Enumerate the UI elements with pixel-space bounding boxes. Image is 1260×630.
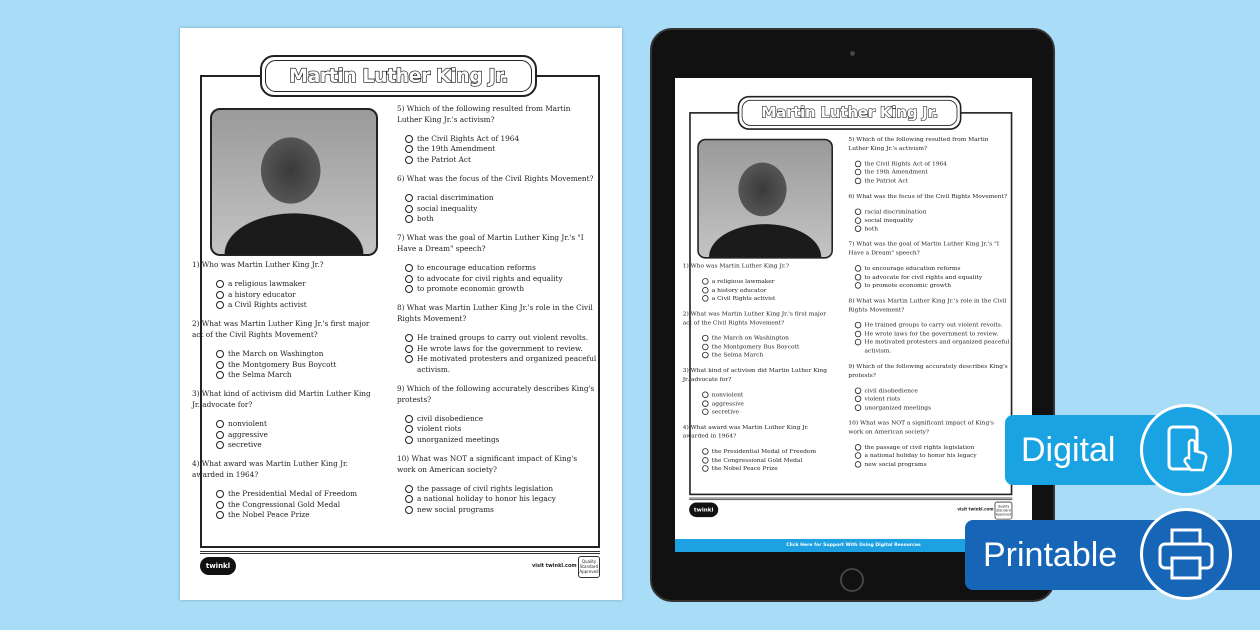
question — [848, 136, 1010, 186]
radio-button[interactable] — [855, 274, 861, 280]
radio-button[interactable] — [702, 295, 708, 301]
radio-button[interactable] — [405, 275, 413, 283]
option-label: He wrote laws for the government to review. — [417, 343, 583, 353]
answer-option[interactable] — [405, 214, 597, 225]
answer-option[interactable] — [405, 263, 597, 274]
answer-option[interactable] — [405, 193, 597, 204]
radio-button[interactable] — [405, 334, 413, 342]
option-label: the passage of civil rights legislation — [417, 483, 554, 493]
question — [683, 367, 828, 417]
option-label: the 19th Amendment — [864, 168, 928, 176]
question — [397, 454, 597, 516]
answer-option[interactable] — [702, 295, 828, 304]
answer-option[interactable] — [702, 351, 828, 360]
question — [397, 303, 597, 376]
answer-option[interactable] — [216, 440, 372, 451]
option-label: the Patriot Act — [864, 177, 909, 185]
option-label: the Civil Rights Act of 1964 — [864, 159, 947, 167]
answer-option[interactable] — [855, 330, 1010, 339]
radio-button[interactable] — [216, 371, 224, 379]
twinkl-logo: twinkl — [689, 502, 718, 517]
question-text: 7) What was the goal of Martin Luther King Jr.'s "I Have a Dream" speech? — [397, 233, 584, 253]
radio-button[interactable] — [855, 322, 861, 328]
answer-option[interactable] — [855, 207, 1010, 216]
option-label: violent riots — [864, 395, 901, 403]
radio-button[interactable] — [855, 169, 861, 175]
option-label: the Presidential Medal of Freedom — [228, 488, 358, 498]
answer-option[interactable] — [855, 225, 1010, 234]
option-label: the Nobel Peace Prize — [711, 464, 778, 472]
footer-divider — [689, 498, 1012, 500]
answer-option[interactable] — [702, 334, 828, 343]
question-text: 2) What was Martin Luther King Jr.'s first major act of the Civil Rights Movement? — [192, 319, 370, 339]
left-question-column — [683, 262, 828, 480]
radio-button[interactable] — [702, 457, 708, 463]
answer-option[interactable] — [405, 144, 597, 155]
question-text: 3) What kind of activism did Martin Luther King Jr. advocate for? — [682, 366, 828, 383]
answer-option[interactable] — [405, 354, 597, 376]
option-label: both — [417, 214, 434, 224]
option-label: a history educator — [711, 285, 767, 294]
answer-option[interactable] — [702, 465, 828, 474]
radio-button[interactable] — [216, 511, 224, 519]
radio-button[interactable] — [216, 431, 224, 439]
question — [192, 389, 372, 451]
radio-button[interactable] — [216, 280, 224, 288]
answer-option[interactable] — [702, 391, 828, 400]
answer-option[interactable] — [702, 456, 828, 465]
answer-option[interactable] — [855, 443, 1010, 452]
question-text: 6) What was the focus of the Civil Rights Movement? — [397, 173, 594, 183]
radio-button[interactable] — [855, 405, 861, 411]
option-label: the Congressional Gold Medal — [711, 455, 803, 464]
footer-divider — [200, 551, 600, 554]
option-label: secretive — [711, 408, 739, 416]
title-box — [260, 55, 537, 97]
radio-button[interactable] — [405, 215, 413, 223]
visit-link[interactable]: visit twinkl.com — [957, 507, 994, 513]
answer-option[interactable] — [405, 494, 597, 505]
option-label: unorganized meetings — [417, 435, 500, 445]
radio-button[interactable] — [405, 264, 413, 272]
radio-button[interactable] — [855, 208, 861, 214]
radio-button[interactable] — [405, 495, 413, 503]
radio-button[interactable] — [855, 453, 861, 459]
portrait-photo — [210, 108, 378, 256]
radio-button[interactable] — [855, 339, 861, 345]
digital-banner: Digital — [1005, 415, 1260, 485]
portrait-photo — [697, 139, 833, 259]
option-label: social inequality — [417, 203, 478, 213]
question-text: 7) What was the goal of Martin Luther King Jr.'s "I Have a Dream" speech? — [848, 240, 1000, 257]
radio-button[interactable] — [405, 345, 413, 353]
option-label: He trained groups to carry out violent revolts. — [417, 332, 589, 342]
right-question-column — [848, 136, 1010, 476]
answer-option[interactable] — [216, 300, 372, 311]
radio-button[interactable] — [405, 194, 413, 202]
question — [683, 262, 828, 303]
option-label: a history educator — [228, 289, 296, 299]
option-label: civil disobedience — [417, 413, 484, 423]
radio-button[interactable] — [702, 409, 708, 415]
option-label: a Civil Rights activist — [228, 300, 307, 310]
option-label: the Congressional Gold Medal — [228, 499, 341, 509]
option-label: the Civil Rights Act of 1964 — [417, 133, 520, 143]
option-label: secretive — [228, 440, 262, 450]
right-question-column — [397, 104, 597, 524]
question-text: 4) What award was Martin Luther King Jr. awarded in 1964? — [192, 459, 348, 479]
answer-option[interactable] — [702, 286, 828, 295]
option-label: the Presidential Medal of Freedom — [711, 447, 817, 455]
tablet-device — [650, 28, 1055, 602]
answer-option[interactable] — [702, 447, 828, 456]
radio-button[interactable] — [855, 265, 861, 271]
question — [848, 362, 1010, 412]
quality-badge: Quality Standard Approved — [578, 556, 600, 578]
option-label: to promote economic growth — [864, 281, 952, 289]
question — [683, 423, 828, 473]
radio-button[interactable] — [855, 396, 861, 402]
radio-button[interactable] — [405, 425, 413, 433]
question — [397, 233, 597, 295]
camera — [850, 51, 855, 56]
answer-option[interactable] — [855, 452, 1010, 461]
radio-button[interactable] — [216, 301, 224, 309]
printable-banner: Printable — [965, 520, 1260, 590]
question — [397, 384, 597, 446]
title-box — [738, 96, 962, 130]
radio-button[interactable] — [855, 226, 861, 232]
option-label: violent riots — [417, 424, 462, 434]
option-label: social inequality — [864, 216, 914, 224]
worksheet — [675, 78, 1030, 537]
radio-button[interactable] — [855, 387, 861, 393]
question-text: 9) Which of the following accurately describes King's protests? — [848, 362, 1008, 379]
answer-option[interactable] — [216, 349, 372, 360]
radio-button[interactable] — [702, 448, 708, 454]
question-text: 8) What was Martin Luther King Jr.'s role in the Civil Rights Movement? — [397, 303, 593, 323]
radio-button[interactable] — [216, 291, 224, 299]
answer-option[interactable] — [216, 430, 372, 441]
answer-option[interactable] — [405, 204, 597, 215]
question — [848, 419, 1010, 469]
question — [397, 174, 597, 225]
question-text: 1) Who was Martin Luther King Jr.? — [192, 260, 324, 269]
question — [848, 192, 1010, 233]
radio-button[interactable] — [405, 355, 413, 363]
question-text: 6) What was the focus of the Civil Rights Movement? — [848, 192, 1008, 200]
radio-button[interactable] — [216, 420, 224, 428]
answer-option[interactable] — [702, 343, 828, 352]
answer-option[interactable] — [855, 386, 1010, 395]
option-label: He motivated protesters and organized peaceful activism. — [864, 338, 1010, 355]
answer-option[interactable] — [855, 168, 1010, 177]
option-label: aggressive — [711, 399, 744, 407]
radio-button[interactable] — [855, 160, 861, 166]
question-text: 1) Who was Martin Luther King Jr.? — [682, 261, 790, 270]
answer-option[interactable] — [405, 435, 597, 446]
answer-option[interactable] — [405, 505, 597, 516]
option-label: He wrote laws for the government to review. — [864, 329, 999, 337]
question-text: 8) What was Martin Luther King Jr.'s role in the Civil Rights Movement? — [848, 296, 1007, 313]
radio-button[interactable] — [855, 282, 861, 288]
answer-option[interactable] — [405, 284, 597, 295]
radio-button[interactable] — [702, 400, 708, 406]
option-label: both — [864, 224, 878, 233]
answer-option[interactable] — [855, 404, 1010, 413]
answer-option[interactable] — [405, 333, 597, 344]
option-label: the March on Washington — [711, 333, 789, 342]
radio-button[interactable] — [216, 501, 224, 509]
answer-option[interactable] — [405, 344, 597, 355]
question-text: 10) What was NOT a significant impact of King's work on American society? — [397, 453, 578, 474]
option-label: new social programs — [417, 505, 494, 515]
quality-badge: Quality Standard Approved — [995, 502, 1013, 520]
radio-button[interactable] — [405, 156, 413, 164]
option-label: the Selma March — [711, 351, 764, 359]
option-label: civil disobedience — [864, 386, 918, 394]
tablet-screen — [675, 78, 1032, 552]
option-label: aggressive — [228, 429, 268, 439]
twinkl-logo: twinkl — [200, 557, 236, 575]
option-label: a religious lawmaker — [711, 277, 775, 285]
option-label: He trained groups to carry out violent revolts. — [864, 320, 1003, 329]
option-label: to promote economic growth — [417, 284, 525, 294]
page-title: Martin Luther King Jr. — [761, 103, 938, 122]
option-label: a national holiday to honor his legacy — [417, 494, 556, 504]
radio-button[interactable] — [216, 490, 224, 498]
answer-option[interactable] — [855, 282, 1010, 291]
radio-button[interactable] — [855, 444, 861, 450]
radio-button[interactable] — [405, 436, 413, 444]
question-text: 5) Which of the following resulted from Martin Luther King Jr.'s activism? — [397, 104, 571, 124]
option-label: new social programs — [864, 460, 927, 468]
question — [192, 260, 372, 311]
page-title: Martin Luther King Jr. — [289, 65, 508, 87]
option-label: racial discrimination — [417, 192, 494, 202]
answer-option[interactable] — [216, 489, 372, 500]
radio-button[interactable] — [405, 506, 413, 514]
radio-button[interactable] — [702, 335, 708, 341]
answer-option[interactable] — [216, 279, 372, 290]
answer-option[interactable] — [855, 395, 1010, 404]
answer-option[interactable] — [855, 460, 1010, 469]
worksheet — [180, 28, 622, 600]
answer-option[interactable] — [216, 510, 372, 521]
option-label: to advocate for civil rights and equality — [864, 272, 983, 281]
option-label: racial discrimination — [864, 207, 927, 215]
radio-button[interactable] — [216, 350, 224, 358]
option-label: the Selma March — [228, 370, 292, 380]
option-label: the Nobel Peace Prize — [228, 510, 310, 520]
question — [397, 104, 597, 166]
option-label: to encourage education reforms — [864, 264, 961, 272]
option-label: the March on Washington — [228, 348, 324, 358]
question-text: 4) What award was Martin Luther King Jr. awarded in 1964? — [682, 423, 809, 440]
answer-option[interactable] — [702, 408, 828, 417]
radio-button[interactable] — [405, 145, 413, 153]
question — [683, 310, 828, 360]
question-text: 3) What kind of activism did Martin Luther King Jr. advocate for? — [192, 389, 371, 409]
answer-option[interactable] — [855, 160, 1010, 169]
answer-option[interactable] — [855, 177, 1010, 186]
option-label: nonviolent — [228, 418, 267, 428]
answer-option[interactable] — [405, 414, 597, 425]
question — [192, 319, 372, 381]
answer-option[interactable] — [405, 424, 597, 435]
question — [848, 297, 1010, 356]
question-text: 10) What was NOT a significant impact of King's work on American society? — [848, 418, 994, 436]
option-label: the Montgomery Bus Boycott — [228, 359, 337, 369]
radio-button[interactable] — [855, 461, 861, 467]
option-label: nonviolent — [711, 390, 744, 398]
option-label: the Patriot Act — [417, 155, 471, 165]
answer-option[interactable] — [216, 419, 372, 430]
radio-button[interactable] — [855, 330, 861, 336]
option-label: the Montgomery Bus Boycott — [711, 342, 800, 350]
radio-button[interactable] — [405, 415, 413, 423]
home-button[interactable] — [840, 568, 864, 592]
radio-button[interactable] — [702, 352, 708, 358]
radio-button[interactable] — [405, 135, 413, 143]
answer-option[interactable] — [216, 370, 372, 381]
radio-button[interactable] — [855, 178, 861, 184]
option-label: the 19th Amendment — [417, 144, 496, 154]
radio-button[interactable] — [405, 205, 413, 213]
radio-button[interactable] — [405, 485, 413, 493]
answer-option[interactable] — [702, 277, 828, 286]
answer-option[interactable] — [855, 273, 1010, 282]
tablet-touch-icon — [1140, 404, 1232, 496]
answer-option[interactable] — [405, 484, 597, 495]
answer-option[interactable] — [855, 338, 1010, 355]
answer-option[interactable] — [216, 360, 372, 371]
printer-icon — [1140, 508, 1232, 600]
question — [192, 459, 372, 521]
visit-link[interactable]: visit twinkl.com — [532, 563, 577, 569]
option-label: the passage of civil rights legislation — [864, 442, 975, 451]
answer-option[interactable] — [405, 134, 597, 145]
answer-option[interactable] — [216, 500, 372, 511]
answer-option[interactable] — [855, 264, 1010, 273]
radio-button[interactable] — [702, 343, 708, 349]
option-label: unorganized meetings — [864, 403, 932, 412]
radio-button[interactable] — [702, 391, 708, 397]
question-text: 2) What was Martin Luther King Jr.'s first major act of the Civil Rights Movement? — [682, 309, 827, 326]
answer-option[interactable] — [855, 216, 1010, 225]
option-label: to encourage education reforms — [417, 262, 536, 272]
option-label: a Civil Rights activist — [711, 294, 776, 302]
radio-button[interactable] — [855, 217, 861, 223]
radio-button[interactable] — [405, 285, 413, 293]
radio-button[interactable] — [702, 466, 708, 472]
option-label: He motivated protesters and organized peaceful activism. — [417, 354, 597, 375]
radio-button[interactable] — [216, 361, 224, 369]
support-link[interactable]: Click Here for Support With Using Digital Resources — [675, 539, 1032, 552]
radio-button[interactable] — [702, 278, 708, 284]
question-text: 9) Which of the following accurately describes King's protests? — [397, 383, 595, 404]
left-question-column — [192, 260, 372, 529]
option-label: to advocate for civil rights and equality — [417, 273, 563, 283]
question-text: 5) Which of the following resulted from Martin Luther King Jr.'s activism? — [848, 135, 989, 152]
answer-option[interactable] — [405, 155, 597, 166]
radio-button[interactable] — [702, 287, 708, 293]
answer-option[interactable] — [702, 399, 828, 408]
question — [848, 240, 1010, 290]
answer-option[interactable] — [855, 321, 1010, 330]
radio-button[interactable] — [216, 441, 224, 449]
option-label: a religious lawmaker — [228, 278, 306, 288]
answer-option[interactable] — [216, 290, 372, 301]
answer-option[interactable] — [405, 274, 597, 285]
printable-worksheet — [180, 28, 622, 600]
option-label: a national holiday to honor his legacy — [864, 451, 977, 460]
